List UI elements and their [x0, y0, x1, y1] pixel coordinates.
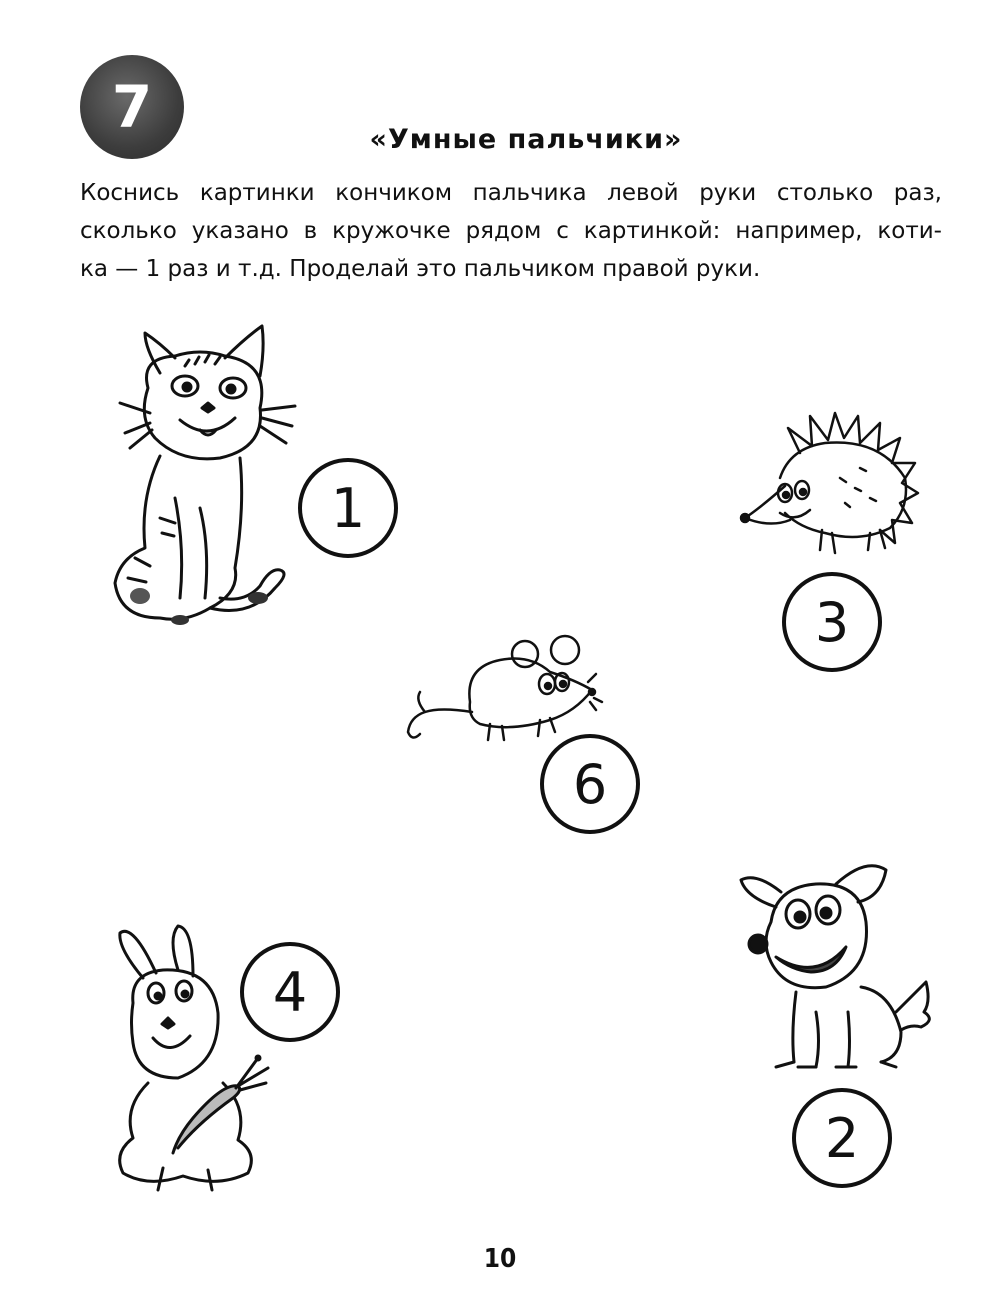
count-circle-rabbit: 4: [240, 942, 340, 1042]
exercise-number: 7: [111, 73, 153, 141]
hedgehog-picture[interactable]: [740, 408, 920, 558]
cat-picture[interactable]: [100, 318, 310, 650]
mouse-picture[interactable]: [400, 632, 605, 744]
count-circle-mouse: 6: [540, 734, 640, 834]
instructions-line: сколько указано в кружочке рядом с картинкой: например, коти-: [80, 218, 942, 244]
count-circle-dog: 2: [792, 1088, 892, 1188]
instructions-line: ка — 1 раз и т.д. Проделай это пальчиком правой руки.: [80, 256, 761, 282]
exercise-title: «Умные пальчики»: [369, 124, 683, 155]
page-number: 10: [483, 1244, 517, 1274]
instructions-line: Коснись картинки кончиком пальчика левой руки столько раз,: [80, 180, 942, 206]
count-circle-hedgehog: 3: [782, 572, 882, 672]
dog-picture[interactable]: [736, 862, 942, 1077]
count-circle-cat: 1: [298, 458, 398, 558]
instructions-paragraph: [80, 174, 942, 288]
